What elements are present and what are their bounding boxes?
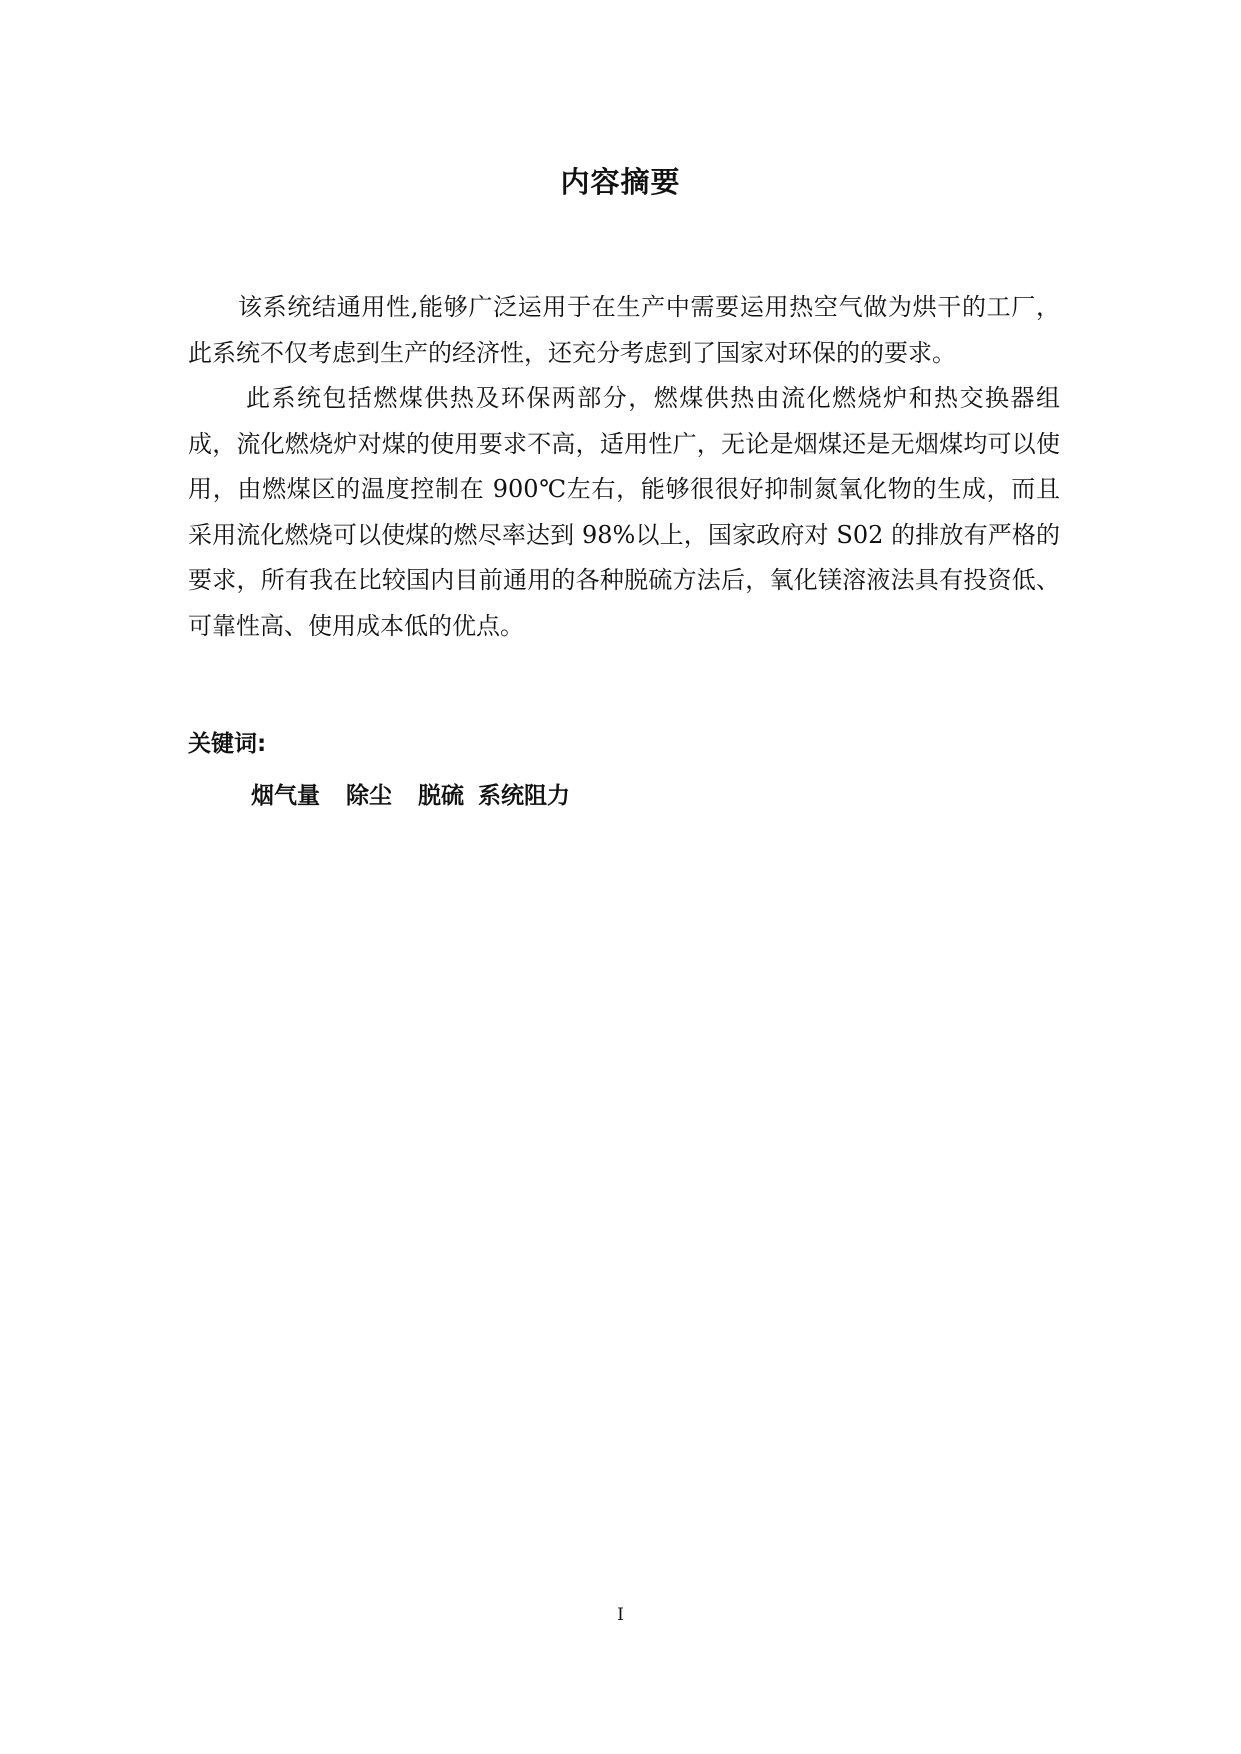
keywords-list — [251, 780, 570, 812]
abstract-paragraph-2: 此系统包括燃煤供热及环保两部分，燃煤供热由流化燃烧炉和热交换器组成，流化燃烧炉对煤的使用要求不高，适用性广，无论是烟煤还是无烟煤均可以使用，由燃煤区的温度控制在 900℃左右，能够很很好抑制氮氧化物的生成，而且采用流化燃烧可以使煤的燃尽率达到 98%以上，国家政府对 S02 的排放有严格的要求，所有我在比较国内目前通用的各种脱硫方法后，氧化镁溶液法具有投资低、可靠性高、使用成本低的优点。 — [188, 384, 1060, 640]
keyword-item: 系统阻力 — [478, 783, 570, 809]
abstract-paragraph-1: 该系统结通用性,能够广泛运用于在生产中需要运用热空气做为烘干的工厂，此系统不仅考虑到生产的经济性，还充分考虑到了国家对环保的的要求。 — [188, 293, 1060, 367]
page-title: 内容摘要 — [560, 165, 681, 199]
page-number: I — [617, 1605, 624, 1625]
keyword-item: 除尘 — [346, 783, 392, 809]
abstract-body — [188, 285, 1060, 649]
keywords-label: 关键词: — [188, 731, 267, 757]
keyword-item: 脱硫 — [418, 783, 464, 809]
keyword-item: 烟气量 — [251, 783, 320, 809]
